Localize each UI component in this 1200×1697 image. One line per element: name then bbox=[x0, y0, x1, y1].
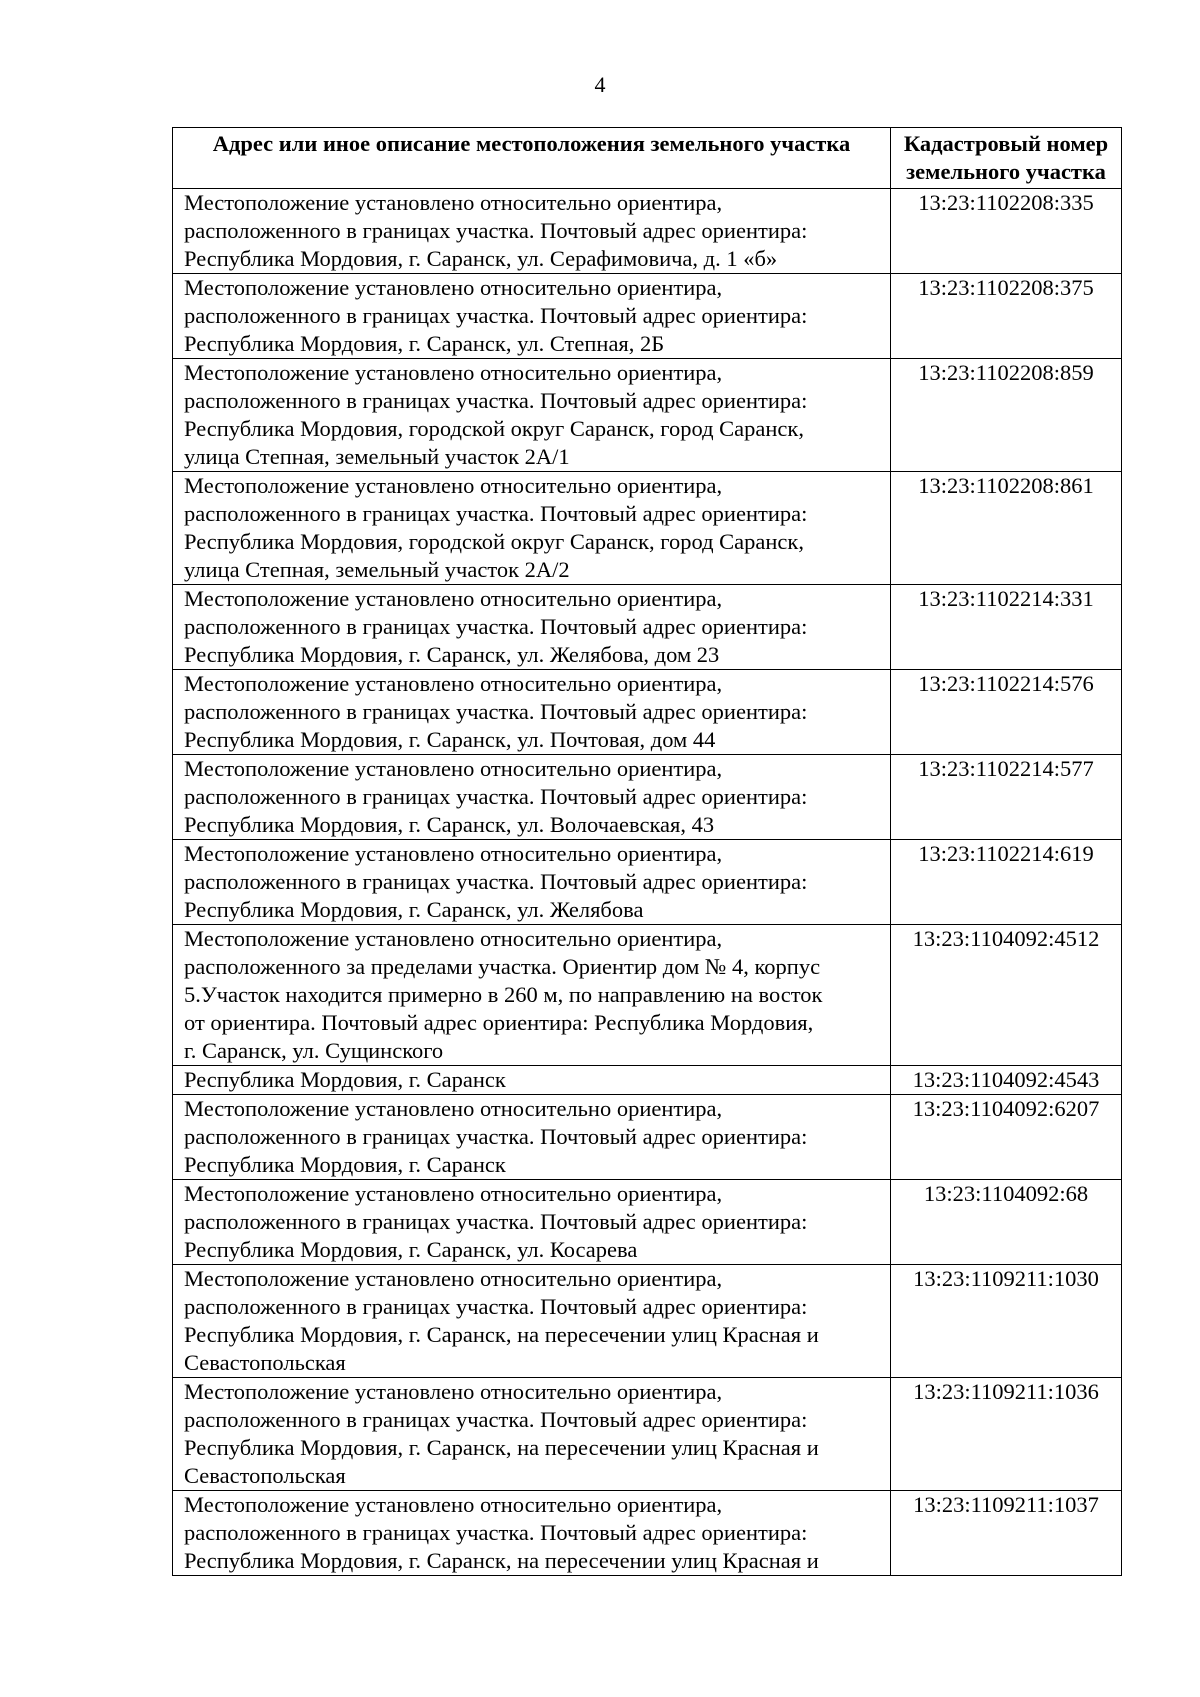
table-row bbox=[173, 1491, 1122, 1576]
cadastral-number-cell: 13:23:1102214:619 bbox=[891, 840, 1122, 925]
table-header-row bbox=[173, 128, 1122, 189]
cadastral-number-cell: 13:23:1109211:1037 bbox=[891, 1491, 1122, 1576]
header-address: Адрес или иное описание местоположения земельного участка bbox=[173, 128, 891, 189]
address-cell: Местоположение установлено относительно ориентира, расположенного в границах участка. Почтовый адрес ориентира: Республика Мордовия, г. Саранск, ул. Желябова bbox=[173, 840, 891, 925]
table-body bbox=[173, 189, 1122, 1576]
cadastral-number-cell: 13:23:1102208:861 bbox=[891, 472, 1122, 585]
cadastral-number-cell: 13:23:1104092:4512 bbox=[891, 925, 1122, 1066]
cadastral-number-cell: 13:23:1109211:1036 bbox=[891, 1378, 1122, 1491]
cadastral-number-cell: 13:23:1102214:331 bbox=[891, 585, 1122, 670]
table-row bbox=[173, 189, 1122, 274]
address-cell: Местоположение установлено относительно ориентира, расположенного в границах участка. Почтовый адрес ориентира: Республика Мордовия, г. Саранск, ул. Желябова, дом 23 bbox=[173, 585, 891, 670]
address-cell: Местоположение установлено относительно ориентира, расположенного в границах участка. Почтовый адрес ориентира: Республика Мордовия, г. Саранск bbox=[173, 1095, 891, 1180]
table-row bbox=[173, 670, 1122, 755]
cadastral-number-cell: 13:23:1104092:6207 bbox=[891, 1095, 1122, 1180]
table-row bbox=[173, 1095, 1122, 1180]
table-row bbox=[173, 1180, 1122, 1265]
table-row bbox=[173, 274, 1122, 359]
cadastral-number-cell: 13:23:1102214:576 bbox=[891, 670, 1122, 755]
table-row bbox=[173, 472, 1122, 585]
cadastral-number-cell: 13:23:1109211:1030 bbox=[891, 1265, 1122, 1378]
address-cell: Местоположение установлено относительно ориентира, расположенного в границах участка. Почтовый адрес ориентира: Республика Мордовия, городской округ Саранск, город Саранск, улица Степная, земельный участок 2А/2 bbox=[173, 472, 891, 585]
address-cell: Местоположение установлено относительно ориентира, расположенного в границах участка. Почтовый адрес ориентира: Республика Мордовия, г. Саранск, ул. Серафимовича, д. 1 «б» bbox=[173, 189, 891, 274]
address-cell: Местоположение установлено относительно ориентира, расположенного за пределами участка. Ориентир дом № 4, корпус 5.Участок находится примерно в 260 м, по направлению на восток от ориентира. Почтовый адрес ориентира: Республика Мордовия, г. Саранск, ул. Сущинского bbox=[173, 925, 891, 1066]
cadastral-number-cell: 13:23:1102214:577 bbox=[891, 755, 1122, 840]
table-row bbox=[173, 1378, 1122, 1491]
cadastral-number-cell: 13:23:1102208:375 bbox=[891, 274, 1122, 359]
address-cell: Местоположение установлено относительно ориентира, расположенного в границах участка. Почтовый адрес ориентира: Республика Мордовия, г. Саранск, ул. Волочаевская, 43 bbox=[173, 755, 891, 840]
address-cell: Местоположение установлено относительно ориентира, расположенного в границах участка. Почтовый адрес ориентира: Республика Мордовия, г. Саранск, на пересечении улиц Красная и bbox=[173, 1491, 891, 1576]
table-row bbox=[173, 755, 1122, 840]
table-row bbox=[173, 1066, 1122, 1095]
address-cell: Местоположение установлено относительно ориентира, расположенного в границах участка. Почтовый адрес ориентира: Республика Мордовия, г. Саранск, на пересечении улиц Красная и Севастопольская bbox=[173, 1265, 891, 1378]
address-cell: Республика Мордовия, г. Саранск bbox=[173, 1066, 891, 1095]
address-cell: Местоположение установлено относительно ориентира, расположенного в границах участка. Почтовый адрес ориентира: Республика Мордовия, городской округ Саранск, город Саранск, улица Степная, земельный участок 2А/1 bbox=[173, 359, 891, 472]
address-cell: Местоположение установлено относительно ориентира, расположенного в границах участка. Почтовый адрес ориентира: Республика Мордовия, г. Саранск, ул. Косарева bbox=[173, 1180, 891, 1265]
table-row bbox=[173, 1265, 1122, 1378]
address-cell: Местоположение установлено относительно ориентира, расположенного в границах участка. Почтовый адрес ориентира: Республика Мордовия, г. Саранск, ул. Почтовая, дом 44 bbox=[173, 670, 891, 755]
table-row bbox=[173, 840, 1122, 925]
land-plots-table bbox=[172, 127, 1122, 1576]
cadastral-number-cell: 13:23:1104092:4543 bbox=[891, 1066, 1122, 1095]
cadastral-number-cell: 13:23:1104092:68 bbox=[891, 1180, 1122, 1265]
page-number: 4 bbox=[594, 72, 606, 97]
cadastral-number-cell: 13:23:1102208:335 bbox=[891, 189, 1122, 274]
address-cell: Местоположение установлено относительно ориентира, расположенного в границах участка. Почтовый адрес ориентира: Республика Мордовия, г. Саранск, на пересечении улиц Красная и Севастопольская bbox=[173, 1378, 891, 1491]
table-row bbox=[173, 359, 1122, 472]
header-cadastral-number: Кадастровый номер земельного участка bbox=[891, 128, 1122, 189]
table-row bbox=[173, 925, 1122, 1066]
address-cell: Местоположение установлено относительно ориентира, расположенного в границах участка. Почтовый адрес ориентира: Республика Мордовия, г. Саранск, ул. Степная, 2Б bbox=[173, 274, 891, 359]
table-row bbox=[173, 585, 1122, 670]
cadastral-number-cell: 13:23:1102208:859 bbox=[891, 359, 1122, 472]
